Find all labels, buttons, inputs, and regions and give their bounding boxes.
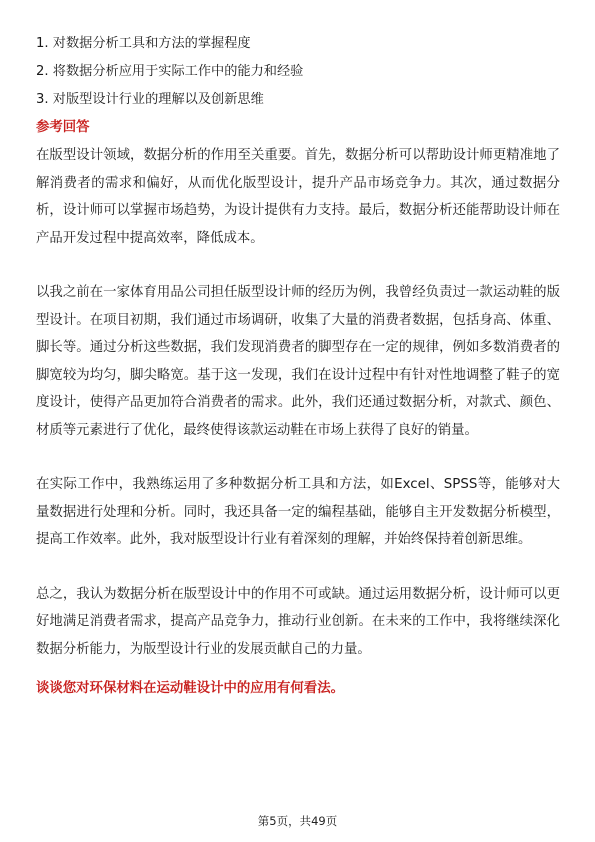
criteria-item: 2. 将数据分析应用于实际工作中的能力和经验 bbox=[36, 64, 304, 79]
criteria-item: 3. 对版型设计行业的理解以及创新思维 bbox=[36, 92, 264, 107]
answer-paragraph: 在版型设计领域，数据分析的作用至关重要。首先，数据分析可以帮助设计师更精准地了解消费者的需求和偏好，从而优化版型设计，提升产品市场竞争力。其次，通过数据分析，设计师可以掌握市场趋势，为设计提供有力支持。最后，数据分析还能帮助设计师在产品开发过程中提高效率，降低成本。 bbox=[36, 148, 560, 246]
paragraph-spacer bbox=[36, 554, 560, 581]
reference-answer-heading: 参考回答 bbox=[36, 120, 90, 135]
page-number-footer: 第5页，共49页 bbox=[257, 814, 338, 828]
answer-paragraph: 以我之前在一家体育用品公司担任版型设计师的经历为例，我曾经负责过一款运动鞋的版型设计。在项目初期，我们通过市场调研，收集了大量的消费者数据，包括身高、体重、脚长等。通过分析这些数据，我们发现消费者的脚型存在一定的规律，例如多数消费者的脚宽较为均匀，脚尖略宽。基于这一发现，我们在设计过程中有针对性地调整了鞋子的宽度设计，使得产品更加符合消费者的需求。此外，我们还通过数据分析，对款式、颜色、材质等元素进行了优化，最终使得该款运动鞋在市场上获得了良好的销量。 bbox=[36, 285, 560, 438]
criteria-item: 1. 对数据分析工具和方法的掌握程度 bbox=[36, 36, 251, 51]
page-content bbox=[36, 30, 560, 703]
next-question-heading: 谈谈您对环保材料在运动鞋设计中的应用有何看法。 bbox=[36, 681, 344, 696]
evaluation-criteria-list bbox=[36, 30, 560, 114]
answer-paragraph: 总之，我认为数据分析在版型设计中的作用不可或缺。通过运用数据分析，设计师可以更好地满足消费者需求，提高产品竞争力，推动行业创新。在未来的工作中，我将继续深化数据分析能力，为版型设计行业的发展贡献自己的力量。 bbox=[36, 586, 560, 657]
paragraph-spacer bbox=[36, 252, 560, 279]
answer-paragraph: 在实际工作中，我熟练运用了多种数据分析工具和方法，如Excel、SPSS等，能够对大量数据进行处理和分析。同时，我还具备一定的编程基础，能够自主开发数据分析模型，提高工作效率。此外，我对版型设计行业有着深刻的理解，并始终保持着创新思维。 bbox=[36, 477, 560, 547]
paragraph-spacer bbox=[36, 444, 560, 471]
